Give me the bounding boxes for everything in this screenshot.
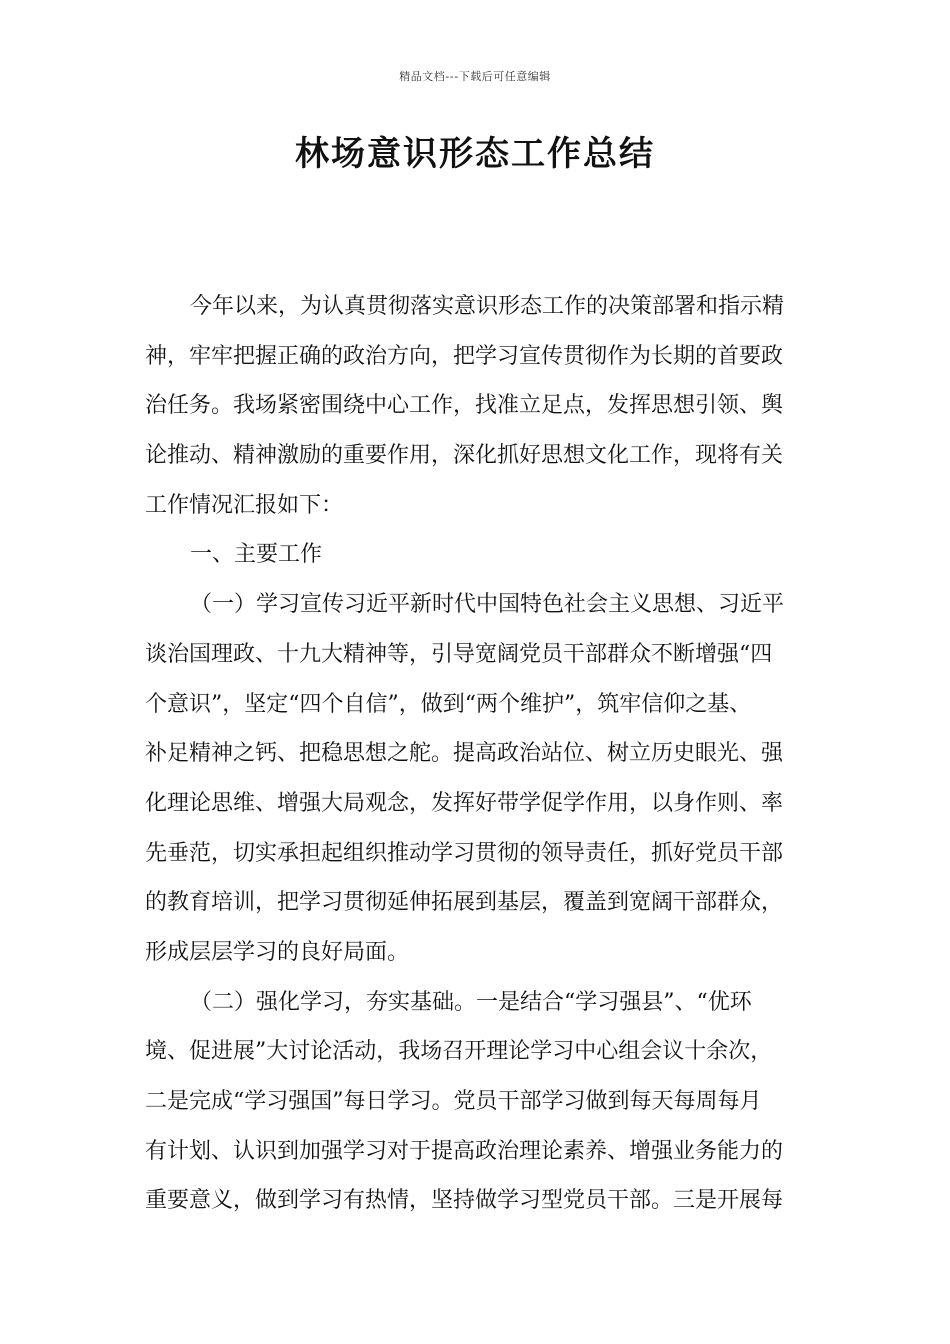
paragraph-line: 境、促进展”大讨论活动，我场召开理论学习中心组会议十余次， xyxy=(145,1039,773,1065)
paragraph-line: 治任务。我场紧密围绕中心工作，找准立足点，发挥思想引领、舆 xyxy=(145,393,784,419)
paragraph-line: 先垂范，切实承担起组织推动学习贯彻的领导责任，抓好党员干部 xyxy=(145,840,784,866)
paragraph-line: 形成层层学习的良好局面。 xyxy=(145,939,410,965)
document-title: 林场意识形态工作总结 xyxy=(295,134,655,174)
header-note: 精品文档---下载后可任意编辑 xyxy=(399,70,551,83)
paragraph-line: （一）学习宣传习近平新时代中国特色社会主义思想、习近平 xyxy=(190,592,785,618)
paragraph-line: （二）强化学习，夯实基础。一是结合“学习强县”、“优环 xyxy=(190,989,752,1015)
document-body xyxy=(145,282,825,1226)
paragraph-line: 有计划、认识到加强学习对于提高政治理论素养、增强业务能力的 xyxy=(145,1138,784,1164)
paragraph-line: 谈治国理政、十九大精神等，引导宽阔党员干部群众不断增强“四 xyxy=(145,641,773,667)
paragraph-line: 重要意义，做到学习有热情，坚持做学习型党员干部。三是开展每 xyxy=(145,1188,784,1214)
paragraph-line: 今年以来，为认真贯彻落实意识形态工作的决策部署和指示精 xyxy=(190,294,785,319)
section-heading: 一、主要工作 xyxy=(190,542,323,568)
paragraph-line: 的教育培训，把学习贯彻延伸拓展到基层，覆盖到宽阔干部群众， xyxy=(145,890,784,916)
paragraph-line: 补足精神之钙、把稳思想之舵。提高政治站位、树立历史眼光、强 xyxy=(145,741,784,767)
paragraph-line: 个意识”，坚定“四个自信”，做到“两个维护”，筑牢信仰之基、 xyxy=(145,691,752,717)
paragraph-line: 化理论思维、增强大局观念，发挥好带学促学作用，以身作则、率 xyxy=(145,790,784,816)
paragraph-line: 神，牢牢把握正确的政治方向，把学习宣传贯彻作为长期的首要政 xyxy=(145,343,784,369)
paragraph-line: 二是完成“学习强国”每日学习。党员干部学习做到每天每周每月 xyxy=(145,1089,762,1114)
paragraph-line: 论推动、精神激励的重要作用，深化抓好思想文化工作，现将有关 xyxy=(145,443,784,469)
paragraph-line: 工作情况汇报如下： xyxy=(145,492,344,518)
